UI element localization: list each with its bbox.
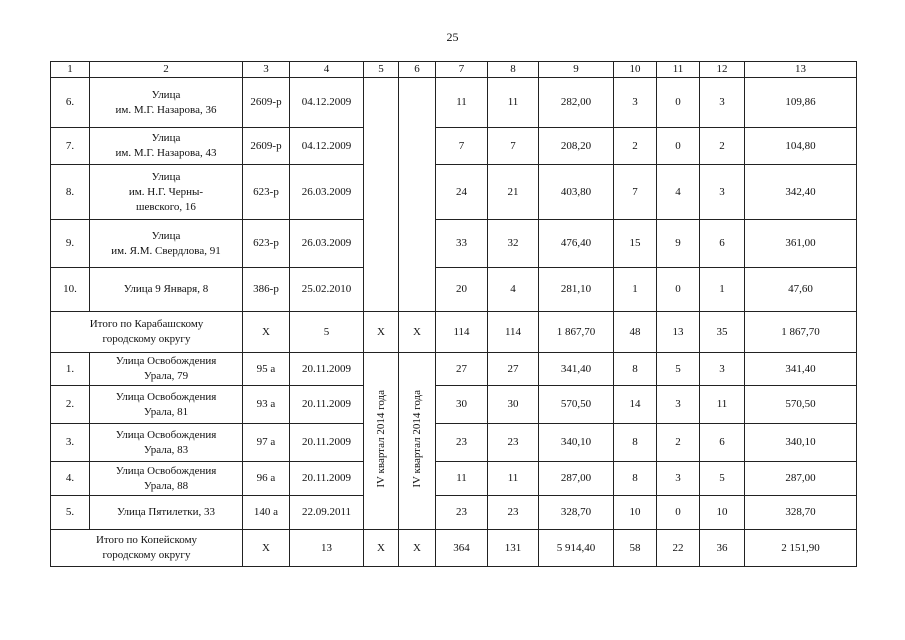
total-c3: Х <box>243 312 290 353</box>
header-col-7: 7 <box>436 62 488 78</box>
header-col-10: 10 <box>614 62 657 78</box>
value-c11: 0 <box>657 78 700 128</box>
decree-date: 20.11.2009 <box>290 424 364 462</box>
value-c7: 24 <box>436 165 488 220</box>
total-c11: 22 <box>657 530 700 567</box>
total-c4: 5 <box>290 312 364 353</box>
value-c8: 11 <box>488 462 539 496</box>
street-address: Улица Пятилетки, 33 <box>90 496 243 530</box>
vertical-period-label: IV квартал 2014 года <box>410 389 423 488</box>
total-c11: 13 <box>657 312 700 353</box>
value-c8: 27 <box>488 353 539 386</box>
decree-date: 20.11.2009 <box>290 353 364 386</box>
value-c12: 3 <box>700 78 745 128</box>
total-c4: 13 <box>290 530 364 567</box>
value-c9: 328,70 <box>539 496 614 530</box>
total-c5: Х <box>364 530 399 567</box>
total-c8: 131 <box>488 530 539 567</box>
value-c11: 5 <box>657 353 700 386</box>
value-c10: 15 <box>614 220 657 268</box>
row-number: 9. <box>51 220 90 268</box>
header-col-1: 1 <box>51 62 90 78</box>
decree-number: 2609-р <box>243 128 290 165</box>
value-c8: 21 <box>488 165 539 220</box>
value-c13: 342,40 <box>745 165 857 220</box>
total-c10: 58 <box>614 530 657 567</box>
value-c13: 287,00 <box>745 462 857 496</box>
value-c8: 23 <box>488 496 539 530</box>
total-label: Итого по Копейскому городскому округу <box>51 530 243 567</box>
value-c11: 0 <box>657 496 700 530</box>
value-c8: 32 <box>488 220 539 268</box>
decree-number: 95 а <box>243 353 290 386</box>
total-c3: Х <box>243 530 290 567</box>
header-col-3: 3 <box>243 62 290 78</box>
row-number: 5. <box>51 496 90 530</box>
value-c13: 328,70 <box>745 496 857 530</box>
row-number: 10. <box>51 268 90 312</box>
period-col-5 <box>364 353 399 530</box>
value-c13: 570,50 <box>745 386 857 424</box>
value-c9: 282,00 <box>539 78 614 128</box>
total-c12: 36 <box>700 530 745 567</box>
decree-date: 20.11.2009 <box>290 462 364 496</box>
street-address: Улица им. Н.Г. Черны- шевского, 16 <box>90 165 243 220</box>
value-c10: 8 <box>614 424 657 462</box>
row-number: 2. <box>51 386 90 424</box>
table-row <box>51 424 857 462</box>
value-c10: 1 <box>614 268 657 312</box>
value-c10: 8 <box>614 353 657 386</box>
table-row <box>51 128 857 165</box>
page-number: 25 <box>446 30 459 44</box>
value-c7: 30 <box>436 386 488 424</box>
decree-number: 386-р <box>243 268 290 312</box>
decree-number: 97 а <box>243 424 290 462</box>
table-row <box>51 220 857 268</box>
header-col-8: 8 <box>488 62 539 78</box>
value-c12: 2 <box>700 128 745 165</box>
value-c13: 104,80 <box>745 128 857 165</box>
value-c13: 341,40 <box>745 353 857 386</box>
value-c9: 403,80 <box>539 165 614 220</box>
header-col-5: 5 <box>364 62 399 78</box>
total-c10: 48 <box>614 312 657 353</box>
total-c13: 2 151,90 <box>745 530 857 567</box>
period-col-6 <box>399 353 436 530</box>
value-c7: 33 <box>436 220 488 268</box>
header-col-13: 13 <box>745 62 857 78</box>
value-c11: 0 <box>657 268 700 312</box>
header-col-2: 2 <box>90 62 243 78</box>
header-col-9: 9 <box>539 62 614 78</box>
header-row <box>51 62 857 78</box>
total-c7: 364 <box>436 530 488 567</box>
value-c12: 1 <box>700 268 745 312</box>
value-c10: 3 <box>614 78 657 128</box>
value-c7: 7 <box>436 128 488 165</box>
value-c10: 14 <box>614 386 657 424</box>
row-number: 1. <box>51 353 90 386</box>
value-c9: 208,20 <box>539 128 614 165</box>
vertical-period-label: IV квартал 2014 года <box>374 389 387 488</box>
street-address: Улица им. М.Г. Назарова, 36 <box>90 78 243 128</box>
header-col-4: 4 <box>290 62 364 78</box>
value-c8: 30 <box>488 386 539 424</box>
header-col-11: 11 <box>657 62 700 78</box>
street-address: Улица им. Я.М. Свердлова, 91 <box>90 220 243 268</box>
value-c7: 23 <box>436 496 488 530</box>
total-c6: Х <box>399 312 436 353</box>
value-c13: 340,10 <box>745 424 857 462</box>
value-c13: 109,86 <box>745 78 857 128</box>
street-address: Улица Освобождения Урала, 81 <box>90 386 243 424</box>
street-address: Улица им. М.Г. Назарова, 43 <box>90 128 243 165</box>
row-number: 7. <box>51 128 90 165</box>
decree-number: 623-р <box>243 165 290 220</box>
value-c7: 11 <box>436 78 488 128</box>
total-c8: 114 <box>488 312 539 353</box>
decree-date: 04.12.2009 <box>290 78 364 128</box>
value-c7: 27 <box>436 353 488 386</box>
value-c7: 20 <box>436 268 488 312</box>
value-c8: 11 <box>488 78 539 128</box>
decree-number: 623-р <box>243 220 290 268</box>
value-c10: 8 <box>614 462 657 496</box>
decree-number: 2609-р <box>243 78 290 128</box>
decree-number: 93 а <box>243 386 290 424</box>
value-c9: 341,40 <box>539 353 614 386</box>
total-c12: 35 <box>700 312 745 353</box>
table-row <box>51 386 857 424</box>
value-c12: 3 <box>700 165 745 220</box>
total-c5: Х <box>364 312 399 353</box>
value-c12: 11 <box>700 386 745 424</box>
row-number: 6. <box>51 78 90 128</box>
value-c8: 4 <box>488 268 539 312</box>
value-c9: 281,10 <box>539 268 614 312</box>
decree-date: 26.03.2009 <box>290 220 364 268</box>
decree-date: 22.09.2011 <box>290 496 364 530</box>
header-col-6: 6 <box>399 62 436 78</box>
value-c8: 23 <box>488 424 539 462</box>
row-number: 4. <box>51 462 90 496</box>
total-c9: 5 914,40 <box>539 530 614 567</box>
decree-number: 96 а <box>243 462 290 496</box>
value-c12: 6 <box>700 424 745 462</box>
value-c11: 2 <box>657 424 700 462</box>
period-col-5 <box>364 78 399 312</box>
street-address: Улица Освобождения Урала, 79 <box>90 353 243 386</box>
total-c13: 1 867,70 <box>745 312 857 353</box>
decree-date: 04.12.2009 <box>290 128 364 165</box>
value-c9: 570,50 <box>539 386 614 424</box>
value-c8: 7 <box>488 128 539 165</box>
table-row <box>51 165 857 220</box>
value-c11: 3 <box>657 386 700 424</box>
table-row <box>51 268 857 312</box>
row-number: 3. <box>51 424 90 462</box>
value-c13: 47,60 <box>745 268 857 312</box>
value-c9: 476,40 <box>539 220 614 268</box>
value-c7: 11 <box>436 462 488 496</box>
total-label: Итого по Карабашскому городскому округу <box>51 312 243 353</box>
value-c7: 23 <box>436 424 488 462</box>
value-c13: 361,00 <box>745 220 857 268</box>
housing-table <box>50 61 857 567</box>
value-c10: 7 <box>614 165 657 220</box>
table-row <box>51 353 857 386</box>
total-c6: Х <box>399 530 436 567</box>
table-row <box>51 462 857 496</box>
decree-date: 26.03.2009 <box>290 165 364 220</box>
value-c9: 287,00 <box>539 462 614 496</box>
value-c12: 5 <box>700 462 745 496</box>
value-c11: 3 <box>657 462 700 496</box>
total-row <box>51 530 857 567</box>
total-row <box>51 312 857 353</box>
value-c9: 340,10 <box>539 424 614 462</box>
total-c9: 1 867,70 <box>539 312 614 353</box>
table-row <box>51 496 857 530</box>
value-c10: 2 <box>614 128 657 165</box>
table-row <box>51 78 857 128</box>
decree-date: 25.02.2010 <box>290 268 364 312</box>
value-c12: 6 <box>700 220 745 268</box>
decree-number: 140 а <box>243 496 290 530</box>
value-c11: 4 <box>657 165 700 220</box>
row-number: 8. <box>51 165 90 220</box>
street-address: Улица 9 Января, 8 <box>90 268 243 312</box>
decree-date: 20.11.2009 <box>290 386 364 424</box>
value-c11: 9 <box>657 220 700 268</box>
value-c12: 10 <box>700 496 745 530</box>
street-address: Улица Освобождения Урала, 83 <box>90 424 243 462</box>
total-c7: 114 <box>436 312 488 353</box>
street-address: Улица Освобождения Урала, 88 <box>90 462 243 496</box>
value-c11: 0 <box>657 128 700 165</box>
header-col-12: 12 <box>700 62 745 78</box>
value-c10: 10 <box>614 496 657 530</box>
value-c12: 3 <box>700 353 745 386</box>
period-col-6 <box>399 78 436 312</box>
